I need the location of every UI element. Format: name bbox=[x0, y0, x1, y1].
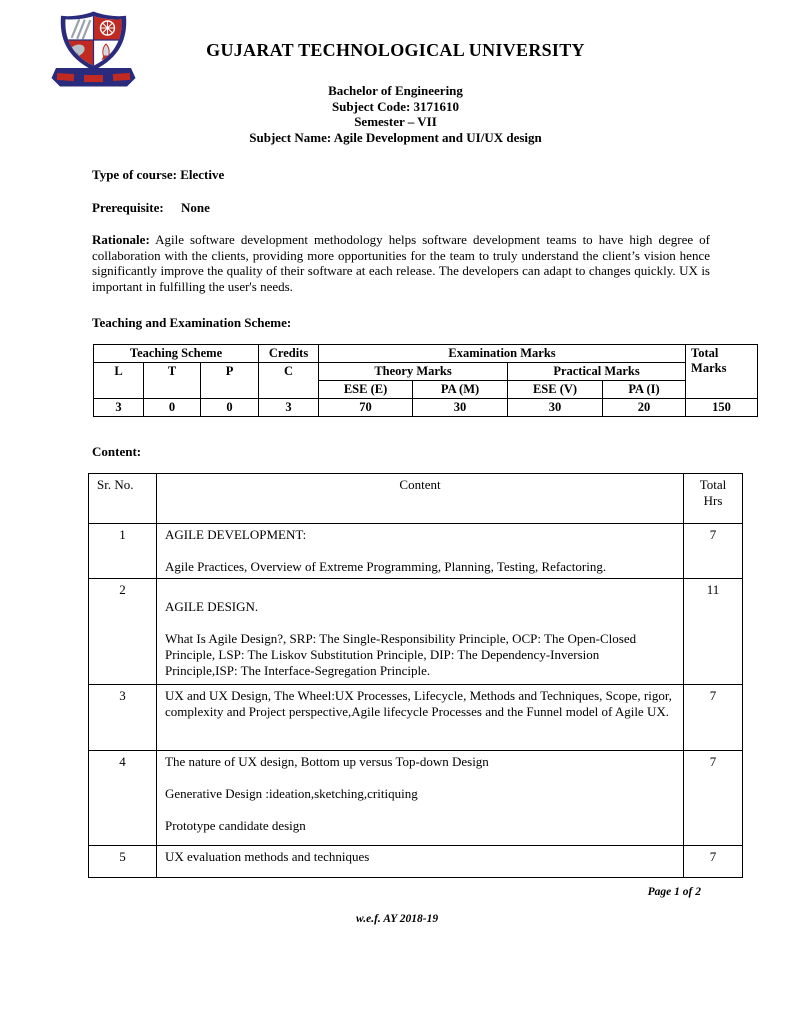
scheme-header-row-2 bbox=[94, 363, 758, 381]
rationale-paragraph bbox=[92, 232, 710, 295]
content-header: Content bbox=[157, 474, 684, 524]
col-header-p: P bbox=[201, 363, 259, 399]
exam-scheme-table bbox=[93, 344, 758, 417]
content-row-5 bbox=[89, 846, 743, 878]
scheme-header-row-1 bbox=[94, 345, 758, 363]
theory-marks-header: Theory Marks bbox=[319, 363, 508, 381]
row-2-sr: 2 bbox=[89, 579, 157, 685]
content-header-row bbox=[89, 474, 743, 524]
col-header-ese-v: ESE (V) bbox=[508, 381, 603, 399]
content-table bbox=[88, 473, 743, 878]
content-row-2 bbox=[89, 579, 743, 685]
row-5-hrs: 7 bbox=[684, 846, 743, 878]
program-line: Bachelor of Engineering bbox=[328, 83, 463, 98]
total-hrs-line1: Total bbox=[699, 477, 727, 492]
row-2-paragraph: AGILE DESIGN. bbox=[165, 599, 259, 614]
row-3-sr: 3 bbox=[89, 685, 157, 751]
row-4-hrs: 7 bbox=[684, 751, 743, 846]
document-subheader bbox=[0, 83, 791, 145]
col-header-l: L bbox=[94, 363, 144, 399]
col-header-pa-m: PA (M) bbox=[413, 381, 508, 399]
prerequisite-value: None bbox=[180, 200, 210, 215]
row-5-paragraph: UX evaluation methods and techniques bbox=[165, 849, 370, 864]
row-3-content bbox=[157, 685, 684, 751]
content-row-3 bbox=[89, 685, 743, 751]
row-4-paragraph: Prototype candidate design bbox=[165, 818, 306, 833]
value-ese-e: 70 bbox=[319, 399, 413, 417]
prerequisite-label: Prerequisite: bbox=[92, 200, 164, 215]
row-1-content bbox=[157, 524, 684, 579]
rationale-text: Agile software development methodology helps software development teams to have high degree of collaboration with the clients, providing more opportunities for the team to truly understand the client’s vision hence significantly improve the quality of their software at each release. The developers can adapt to changes quickly. UX is important in fulfilling the user's needs. bbox=[92, 232, 710, 295]
col-header-ese-e: ESE (E) bbox=[319, 381, 413, 399]
row-1-sr: 1 bbox=[89, 524, 157, 579]
value-l: 3 bbox=[94, 399, 144, 417]
content-row-4 bbox=[89, 751, 743, 846]
row-4-paragraph: Generative Design :ideation,sketching,critiquing bbox=[165, 786, 418, 801]
value-total-marks: 150 bbox=[686, 399, 758, 417]
value-ese-v: 30 bbox=[508, 399, 603, 417]
type-of-course-value: Elective bbox=[180, 167, 225, 182]
value-c: 3 bbox=[259, 399, 319, 417]
examination-marks-header: Examination Marks bbox=[319, 345, 686, 363]
row-5-content bbox=[157, 846, 684, 878]
col-header-t: T bbox=[144, 363, 201, 399]
value-p: 0 bbox=[201, 399, 259, 417]
row-2-paragraph: What Is Agile Design?, SRP: The Single-Responsibility Principle, OCP: The Open-Closed Principle, LSP: The Liskov Substitution Principle, DIP: The Dependency-Inversion Principle,ISP: The Interface-Segregation Principle. bbox=[165, 631, 637, 678]
scheme-values-row bbox=[94, 399, 758, 417]
rationale-label: Rationale: bbox=[92, 232, 150, 247]
teaching-scheme-header: Teaching Scheme bbox=[94, 345, 259, 363]
row-2-content bbox=[157, 579, 684, 685]
row-4-sr: 4 bbox=[89, 751, 157, 846]
row-4-paragraph: The nature of UX design, Bottom up versus Top-down Design bbox=[165, 754, 489, 769]
col-header-c: C bbox=[259, 363, 319, 399]
subject-code-line: Subject Code: 3171610 bbox=[331, 98, 460, 114]
type-of-course-label: Type of course: bbox=[92, 167, 177, 182]
value-pa-i: 20 bbox=[603, 399, 686, 417]
exam-scheme-table-container bbox=[93, 344, 758, 417]
scheme-section-title: Teaching and Examination Scheme: bbox=[92, 315, 292, 330]
sr-no-header: Sr. No. bbox=[89, 474, 157, 524]
credits-header: Credits bbox=[259, 345, 319, 363]
content-row-1 bbox=[89, 524, 743, 579]
value-pa-m: 30 bbox=[413, 399, 508, 417]
university-title: GUJARAT TECHNOLOGICAL UNIVERSITY bbox=[206, 40, 585, 60]
row-4-content bbox=[157, 751, 684, 846]
practical-marks-header: Practical Marks bbox=[508, 363, 686, 381]
total-hrs-line2: Hrs bbox=[703, 493, 723, 508]
effective-from-note: w.e.f. AY 2018-19 bbox=[356, 913, 439, 925]
row-5-sr: 5 bbox=[89, 846, 157, 878]
total-hrs-header bbox=[684, 474, 743, 524]
row-1-paragraph: Agile Practices, Overview of Extreme Programming, Planning, Testing, Refactoring. bbox=[165, 559, 607, 574]
total-marks-header: Total Marks bbox=[686, 345, 758, 399]
row-1-hrs: 7 bbox=[684, 524, 743, 579]
row-1-paragraph: AGILE DEVELOPMENT: bbox=[165, 527, 307, 542]
content-section-title: Content: bbox=[92, 444, 142, 459]
subject-name-line: Subject Name: Agile Development and UI/UX design bbox=[249, 129, 542, 145]
page-number: Page 1 of 2 bbox=[647, 886, 701, 898]
row-3-hrs: 7 bbox=[684, 685, 743, 751]
row-3-paragraph: UX and UX Design, The Wheel:UX Processes, Lifecycle, Methods and Techniques, Scope, rigor, complexity and Project perspective,Agile lifecycle Processes and the Funnel model of Agile UX. bbox=[165, 688, 672, 719]
row-2-hrs: 11 bbox=[684, 579, 743, 685]
content-table-container bbox=[88, 473, 743, 878]
col-header-pa-i: PA (I) bbox=[603, 381, 686, 399]
semester-line: Semester – VII bbox=[354, 114, 437, 129]
type-of-course-line bbox=[92, 167, 224, 183]
value-t: 0 bbox=[144, 399, 201, 417]
prerequisite-line bbox=[92, 200, 210, 216]
